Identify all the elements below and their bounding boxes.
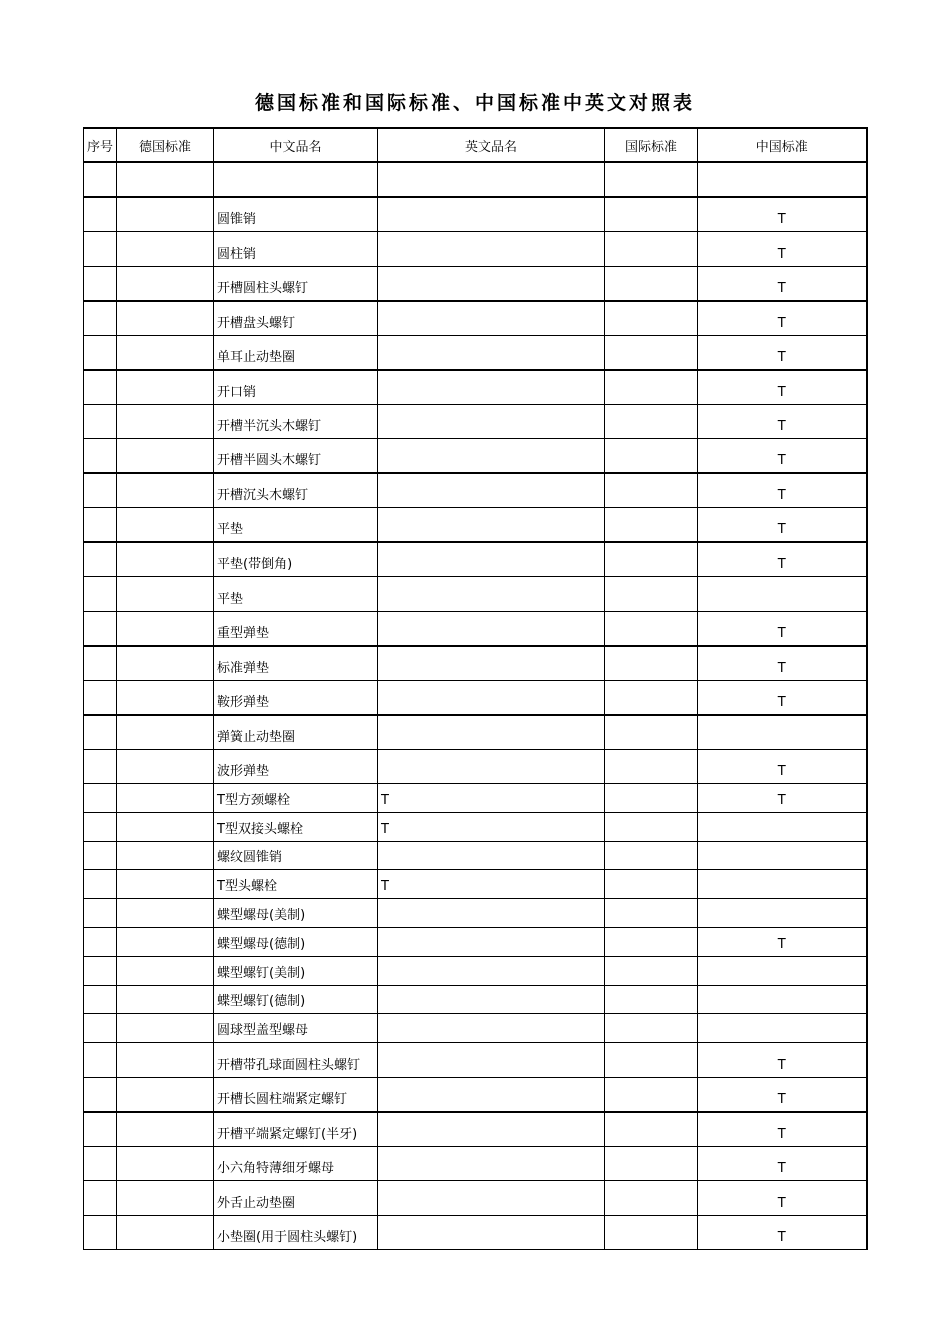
cell-cn-name: 螺纹圆锥销 [214,841,378,870]
cell-iso [605,1014,698,1043]
cell-cn-name: T型双接头螺栓 [214,812,378,841]
cell-en-name [378,749,605,784]
cell-gb: T [698,680,867,715]
cell-iso [605,927,698,956]
cell-gb: T [698,1043,867,1078]
cell-iso [605,870,698,899]
table-row [84,1043,867,1078]
cell-cn-name: 平垫 [214,577,378,612]
cell-din [117,841,214,870]
cell-gb: T [698,404,867,439]
table-row [84,197,867,232]
cell-en-name [378,1077,605,1112]
cell-cn-name: 开槽圆柱头螺钉 [214,266,378,301]
cell-din [117,927,214,956]
cell-cn-name: 开槽带孔球面圆柱头螺钉 [214,1043,378,1078]
cell-gb: T [698,508,867,543]
table-row [84,577,867,612]
table-row [84,370,867,405]
header-row [84,128,867,162]
cell-cn-name: 开槽平端紧定螺钉(半牙) [214,1112,378,1147]
cell-iso [605,749,698,784]
cell-seq [84,611,117,646]
header-gb: 中国标准 [698,128,867,162]
cell-iso [605,542,698,577]
table-row [84,1077,867,1112]
cell-gb [698,956,867,985]
cell-gb [698,577,867,612]
cell-seq [84,232,117,267]
cell-cn-name: 圆柱销 [214,232,378,267]
table-row [84,301,867,336]
cell-gb [698,985,867,1014]
cell-en-name [378,473,605,508]
cell-gb [698,812,867,841]
table-row [84,715,867,750]
header-iso: 国际标准 [605,128,698,162]
cell-cn-name: 蝶型螺母(德制) [214,927,378,956]
cell-seq [84,749,117,784]
cell-seq [84,812,117,841]
cell-iso [605,899,698,928]
table-body [84,162,867,1250]
cell-gb: T [698,542,867,577]
cell-gb: T [698,473,867,508]
cell-en-name [378,301,605,336]
table-row [84,232,867,267]
cell-cn-name: 圆球型盖型螺母 [214,1014,378,1043]
table-row [84,508,867,543]
cell-cn-name: T型头螺栓 [214,870,378,899]
cell-din [117,812,214,841]
cell-en-name [378,370,605,405]
cell-en-name: T [378,784,605,813]
cell-din [117,508,214,543]
cell-seq [84,784,117,813]
cell-seq [84,266,117,301]
cell-gb [698,1014,867,1043]
cell-seq [84,1112,117,1147]
cell-seq [84,841,117,870]
cell-gb: T [698,1077,867,1112]
cell-en-name [378,611,605,646]
cell-seq [84,370,117,405]
cell-iso [605,370,698,405]
cell-en-name [378,646,605,681]
cell-seq [84,439,117,474]
cell-gb: T [698,370,867,405]
table-row [84,985,867,1014]
cell-cn-name: 单耳止动垫圈 [214,335,378,370]
cell-gb [698,899,867,928]
header-seq: 序号 [84,128,117,162]
cell-iso [605,784,698,813]
cell-gb: T [698,1215,867,1250]
cell-cn-name: 鞍形弹垫 [214,680,378,715]
cell-seq [84,1215,117,1250]
table-row [84,956,867,985]
cell-en-name [378,542,605,577]
cell-iso [605,404,698,439]
table-row [84,749,867,784]
cell-din [117,232,214,267]
cell-cn-name: 圆锥销 [214,197,378,232]
cell-cn-name: 开槽盘头螺钉 [214,301,378,336]
cell-din [117,266,214,301]
cell-cn-name: 小六角特薄细牙螺母 [214,1146,378,1181]
page-title: 德国标准和国际标准、中国标准中英文对照表 [254,92,695,114]
cell-seq [84,508,117,543]
cell-seq [84,927,117,956]
cell-en-name [378,232,605,267]
cell-en-name [378,899,605,928]
cell-din [117,577,214,612]
table-row [84,646,867,681]
cell-iso [605,1181,698,1216]
cell-cn-name: 开槽长圆柱端紧定螺钉 [214,1077,378,1112]
cell-seq [84,162,117,197]
cell-din [117,335,214,370]
cell-din [117,646,214,681]
table-row [84,1014,867,1043]
cell-iso [605,715,698,750]
cell-iso [605,577,698,612]
table-row [84,335,867,370]
cell-gb: T [698,749,867,784]
cell-seq [84,715,117,750]
cell-seq [84,1146,117,1181]
table-row [84,1112,867,1147]
cell-en-name [378,439,605,474]
cell-en-name [378,1215,605,1250]
cell-din [117,404,214,439]
cell-en-name [378,927,605,956]
cell-seq [84,1043,117,1078]
cell-iso [605,162,698,197]
cell-iso [605,1043,698,1078]
cell-iso [605,473,698,508]
cell-en-name [378,680,605,715]
cell-din [117,473,214,508]
cell-cn-name: 蝶型螺母(美制) [214,899,378,928]
cell-gb: T [698,197,867,232]
cell-din [117,1077,214,1112]
cell-cn-name: 弹簧止动垫圈 [214,715,378,750]
header-cn-name: 中文品名 [214,128,378,162]
cell-gb: T [698,335,867,370]
cell-iso [605,1077,698,1112]
cell-cn-name: 蝶型螺钉(德制) [214,985,378,1014]
cell-din [117,542,214,577]
cell-din [117,611,214,646]
cell-iso [605,266,698,301]
table-row [84,784,867,813]
cell-seq [84,301,117,336]
cell-cn-name: 开口销 [214,370,378,405]
cell-en-name [378,266,605,301]
cell-iso [605,646,698,681]
cell-cn-name: 蝶型螺钉(美制) [214,956,378,985]
cell-gb [698,715,867,750]
table-row [84,680,867,715]
cell-gb [698,162,867,197]
cell-en-name [378,985,605,1014]
cell-gb: T [698,1146,867,1181]
cell-en-name [378,1112,605,1147]
cell-gb: T [698,439,867,474]
table-row [84,927,867,956]
cell-cn-name: 小垫圈(用于圆柱头螺钉) [214,1215,378,1250]
cell-en-name [378,577,605,612]
cell-en-name [378,956,605,985]
cell-seq [84,870,117,899]
table-row [84,542,867,577]
cell-din [117,162,214,197]
cell-gb: T [698,266,867,301]
cell-en-name [378,1146,605,1181]
cell-din [117,680,214,715]
cell-seq [84,956,117,985]
cell-en-name [378,1181,605,1216]
table-row [84,404,867,439]
cell-gb: T [698,784,867,813]
cell-din [117,1043,214,1078]
cell-seq [84,542,117,577]
cell-seq [84,404,117,439]
cell-din [117,899,214,928]
cell-seq [84,680,117,715]
cell-iso [605,841,698,870]
table-row [84,473,867,508]
cell-iso [605,611,698,646]
cell-en-name: T [378,812,605,841]
cell-din [117,715,214,750]
cell-en-name [378,162,605,197]
cell-gb [698,870,867,899]
cell-din [117,1146,214,1181]
cell-seq [84,577,117,612]
header-en-name: 英文品名 [378,128,605,162]
cell-cn-name: 开槽半圆头木螺钉 [214,439,378,474]
cell-iso [605,1215,698,1250]
table-row [84,899,867,928]
cell-din [117,749,214,784]
cell-din [117,1181,214,1216]
cell-din [117,956,214,985]
cell-din [117,439,214,474]
cell-iso [605,680,698,715]
cell-din [117,197,214,232]
cell-gb [698,841,867,870]
cell-iso [605,439,698,474]
cell-iso [605,335,698,370]
cell-gb: T [698,1181,867,1216]
cell-iso [605,232,698,267]
cell-iso [605,197,698,232]
cell-din [117,370,214,405]
cell-cn-name: 开槽沉头木螺钉 [214,473,378,508]
cell-gb: T [698,611,867,646]
cell-din [117,1112,214,1147]
cell-din [117,301,214,336]
cell-din [117,985,214,1014]
table-row [84,841,867,870]
cell-gb: T [698,301,867,336]
cell-iso [605,812,698,841]
cell-seq [84,473,117,508]
cell-cn-name: 平垫 [214,508,378,543]
table-row [84,812,867,841]
cell-seq [84,646,117,681]
cell-en-name [378,715,605,750]
cell-gb: T [698,1112,867,1147]
cell-cn-name: 标准弹垫 [214,646,378,681]
cell-gb: T [698,646,867,681]
cell-cn-name: 外舌止动垫圈 [214,1181,378,1216]
table-row [84,870,867,899]
table-row [84,266,867,301]
cell-en-name [378,404,605,439]
cell-din [117,870,214,899]
cell-iso [605,956,698,985]
cell-en-name: T [378,870,605,899]
cell-iso [605,1112,698,1147]
cell-en-name [378,1014,605,1043]
cell-seq [84,335,117,370]
cell-seq [84,1014,117,1043]
cell-seq [84,1077,117,1112]
cell-en-name [378,508,605,543]
cell-cn-name [214,162,378,197]
table-row [84,611,867,646]
cell-en-name [378,197,605,232]
table-row [84,162,867,197]
cell-en-name [378,841,605,870]
cell-din [117,1014,214,1043]
table-row [84,439,867,474]
cell-seq [84,985,117,1014]
header-din: 德国标准 [117,128,214,162]
cell-gb: T [698,927,867,956]
cell-din [117,784,214,813]
cell-iso [605,508,698,543]
table-row [84,1146,867,1181]
cell-seq [84,899,117,928]
cell-cn-name: 波形弹垫 [214,749,378,784]
cell-seq [84,197,117,232]
cell-cn-name: 开槽半沉头木螺钉 [214,404,378,439]
table-row [84,1215,867,1250]
cell-en-name [378,1043,605,1078]
cell-iso [605,985,698,1014]
cell-din [117,1215,214,1250]
cell-iso [605,1146,698,1181]
cell-cn-name: T型方颈螺栓 [214,784,378,813]
standards-table [83,127,868,1250]
cell-seq [84,1181,117,1216]
cell-cn-name: 平垫(带倒角) [214,542,378,577]
cell-iso [605,301,698,336]
cell-cn-name: 重型弹垫 [214,611,378,646]
cell-en-name [378,335,605,370]
cell-gb: T [698,232,867,267]
table-row [84,1181,867,1216]
